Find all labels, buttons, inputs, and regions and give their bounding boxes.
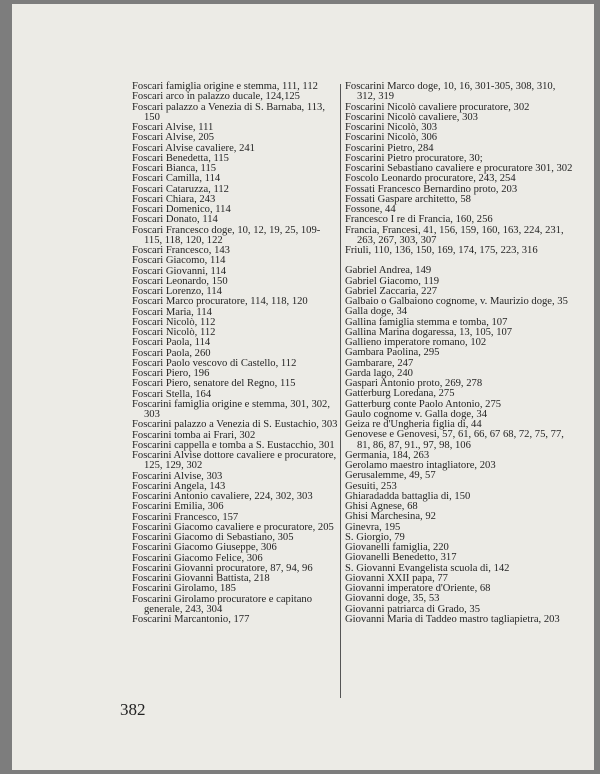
index-entry: Foscari Francesco, 143 — [132, 245, 230, 256]
index-entry: Gabriel Zaccaria, 227 — [345, 285, 438, 297]
index-entry: Giovanelli famiglia, 220 — [345, 542, 449, 553]
index-entry: Foscari Paola, 260 — [132, 347, 211, 359]
index-entry: Foscari Donato, 114 — [132, 214, 218, 226]
index-entry: Foscarini Pietro, 284 — [345, 142, 434, 154]
index-entry: Gambarare, 247 — [345, 357, 414, 369]
index-entry: Foscari Domenico, 114 — [132, 204, 231, 215]
index-entry: Foscarini Giovanni procuratore, 87, 94, 96 — [132, 562, 313, 574]
index-entry: Gesuiti, 253 — [345, 480, 397, 492]
index-entry: Foscari Nicolò, 112 — [132, 316, 216, 328]
index-entry: Foscarini famiglia origine e stemma, 301, 302, 303 — [132, 398, 331, 420]
index-entry: Foscari Leonardo, 150 — [132, 275, 228, 287]
index-entry: Galbaio o Galbaiono cognome, v. Maurizio doge, 35 — [345, 296, 568, 307]
index-entry: Foscari Giovanni, 114 — [132, 265, 227, 277]
index-entry: Friuli, 110, 136, 150, 169, 174, 175, 223, 316 — [345, 245, 538, 256]
index-section-g — [345, 266, 575, 625]
index-entry: Foscarini Francesco, 157 — [132, 511, 239, 523]
index-entry: Gabriel Giacomo, 119 — [345, 275, 440, 287]
index-entry: Foscari Stella, 164 — [132, 388, 212, 400]
index-entry: Giovanni doge, 35, 53 — [345, 593, 440, 605]
index-entry: Giovanni patriarca di Grado, 35 — [345, 603, 481, 615]
index-entry: Gerolamo maestro intagliatore, 203 — [345, 460, 496, 471]
index-entry: Foscarini Angela, 143 — [132, 480, 226, 492]
index-entry: Giovanni XXII papa, 77 — [345, 572, 448, 584]
index-entry: Giovanni imperatore d'Oriente, 68 — [345, 583, 491, 594]
index-entry: Foscarini Nicolò cavaliere procuratore, 302 — [345, 101, 530, 113]
index-entry: Foscarini Marcantonio, 177 — [132, 614, 250, 625]
index-entry: Germania, 184, 263 — [345, 449, 430, 461]
index-entry: Foscari Nicolò, 112 — [132, 327, 216, 338]
index-entry: Foscari Marco procuratore, 114, 118, 120 — [132, 296, 308, 308]
index-entry: Francia, Francesi, 41, 156, 159, 160, 163, 224, 231, 263, 267, 303, 307 — [345, 224, 564, 246]
index-entry: Giovanni Maria di Taddeo mastro tagliapietra, 203 — [345, 613, 560, 625]
index-entry: Foscari Piero, 196 — [132, 368, 210, 379]
index-entry: Fossone, 44 — [345, 204, 396, 215]
index-entry: Foscarini Sebastiano cavaliere e procuratore 301, 302 — [345, 163, 573, 174]
page-number: 382 — [120, 700, 146, 719]
index-entry: Gambara Paolina, 295 — [345, 347, 440, 359]
index-entry: Fossati Gaspare architetto, 58 — [345, 193, 471, 205]
index-entry: Francesco I re di Francia, 160, 256 — [345, 214, 493, 226]
index-entry: Foscari Paolo vescovo di Castello, 112 — [132, 357, 297, 369]
index-entry: Fossati Francesco Bernardino proto, 203 — [345, 183, 518, 195]
index-entry: Giovanelli Benedetto, 317 — [345, 552, 457, 564]
index-section-f — [345, 82, 575, 256]
index-entry: Foscari Francesco doge, 10, 12, 19, 25, 109-115, 118, 120, 122 — [132, 224, 321, 246]
index-entry: Ginevra, 195 — [345, 521, 401, 533]
index-entry: Foscarini Nicolò, 306 — [345, 132, 438, 144]
index-entry: Foscarini Marco doge, 10, 16, 301-305, 308, 310, 312, 319 — [345, 81, 556, 103]
index-entry: Foscari Bianca, 115 — [132, 163, 217, 174]
index-entry: Foscari Chiara, 243 — [132, 193, 216, 205]
index-entry: Foscari Giacomo, 114 — [132, 255, 226, 267]
index-entry: Foscari Benedetta, 115 — [132, 152, 229, 164]
index-entry: Foscarini Giacomo cavaliere e procuratore, 205 — [132, 521, 334, 533]
index-entry: Foscarini Giacomo di Sebastiano, 305 — [132, 532, 294, 543]
index-entry: Foscolo Leonardo procuratore, 243, 254 — [345, 173, 516, 185]
index-column-left — [132, 82, 338, 625]
index-entry: Gaspari Antonio proto, 269, 278 — [345, 378, 483, 389]
index-entry: Gallieno imperatore romano, 102 — [345, 337, 487, 348]
index-entry: Foscarini Alvise dottore cavaliere e procuratore, 125, 129, 302 — [132, 450, 337, 472]
index-entry: Foscari palazzo a Venezia di S. Barnaba, 113, 150 — [132, 101, 325, 123]
index-entry: Foscari Piero, senatore del Regno, 115 — [132, 378, 296, 390]
index-entry: Foscarini Girolamo, 185 — [132, 583, 236, 595]
index-entry: Galla doge, 34 — [345, 306, 408, 318]
index-entry: Foscarini palazzo a Venezia di S. Eustachio, 303 — [132, 419, 338, 431]
index-entry: Foscari famiglia origine e stemma, 111, 112 — [132, 81, 318, 92]
index-entry: Foscari Lorenzo, 114 — [132, 286, 222, 297]
index-entry: Garda lago, 240 — [345, 367, 413, 379]
index-entry: Foscarini Pietro procuratore, 30; — [345, 152, 483, 164]
index-entry: Gaulo cognome v. Galla doge, 34 — [345, 408, 487, 420]
index-entry: Ghiaradadda battaglia di, 150 — [345, 490, 471, 502]
index-entry: Gabriel Andrea, 149 — [345, 265, 432, 277]
index-entry: Foscarini Giacomo Giuseppe, 306 — [132, 542, 277, 554]
index-entry: Gatterburg conte Paolo Antonio, 275 — [345, 398, 502, 410]
column-divider — [340, 84, 341, 698]
index-entry: Ghisi Agnese, 68 — [345, 501, 418, 512]
index-entry: Foscari Alvise cavaliere, 241 — [132, 142, 255, 154]
index-entry: Foscari arco in palazzo ducale, 124,125 — [132, 91, 300, 103]
index-entry: Foscarini Nicolò, 303 — [345, 122, 438, 133]
index-entry: Gatterburg Loredana, 275 — [345, 388, 455, 400]
index-entry: Ghisi Marchesina, 92 — [345, 511, 436, 523]
index-entry: Foscarini tomba ai Frari, 302 — [132, 429, 256, 441]
book-page — [12, 4, 594, 770]
index-entry: Foscari Camilla, 114 — [132, 173, 221, 185]
index-entry: Gallina Marina dogaressa, 13, 105, 107 — [345, 326, 513, 338]
index-entry: Foscari Maria, 114 — [132, 306, 212, 318]
index-column-right — [345, 82, 575, 625]
index-entry: Gallina famiglia stemma e tomba, 107 — [345, 316, 508, 328]
index-entry: Foscarini Emilia, 306 — [132, 501, 224, 513]
index-entry: Gerusalemme, 49, 57 — [345, 470, 436, 482]
index-entry: Foscarini Nicolò cavaliere, 303 — [345, 111, 478, 123]
index-entry: Foscarini Giovanni Battista, 218 — [132, 573, 270, 584]
index-entry: Foscarini Antonio cavaliere, 224, 302, 303 — [132, 491, 313, 502]
index-entry: Foscarini Giacomo Felice, 306 — [132, 552, 263, 564]
index-entry: S. Giovanni Evangelista scuola di, 142 — [345, 562, 510, 574]
index-entry: Foscarini Girolamo procuratore e capitano generale, 243, 304 — [132, 593, 313, 615]
index-entry: Foscari Paola, 114 — [132, 337, 211, 349]
index-entry: Foscarini Alvise, 303 — [132, 470, 223, 482]
index-entry: Genovese e Genovesi, 57, 61, 66, 67 68, 72, 75, 77, 81, 86, 87, 91., 97, 98, 106 — [345, 429, 564, 451]
index-entry: Foscari Alvise, 205 — [132, 132, 215, 144]
index-entry: Foscarini cappella e tomba a S. Eustacchio, 301 — [132, 439, 335, 451]
index-entry: S. Giorgio, 79 — [345, 531, 405, 543]
index-entry: Foscari Alvise, 111 — [132, 122, 214, 133]
index-entry: Geiza re d'Ungheria figlia di, 44 — [345, 419, 482, 430]
index-entry: Foscari Cataruzza, 112 — [132, 183, 229, 195]
